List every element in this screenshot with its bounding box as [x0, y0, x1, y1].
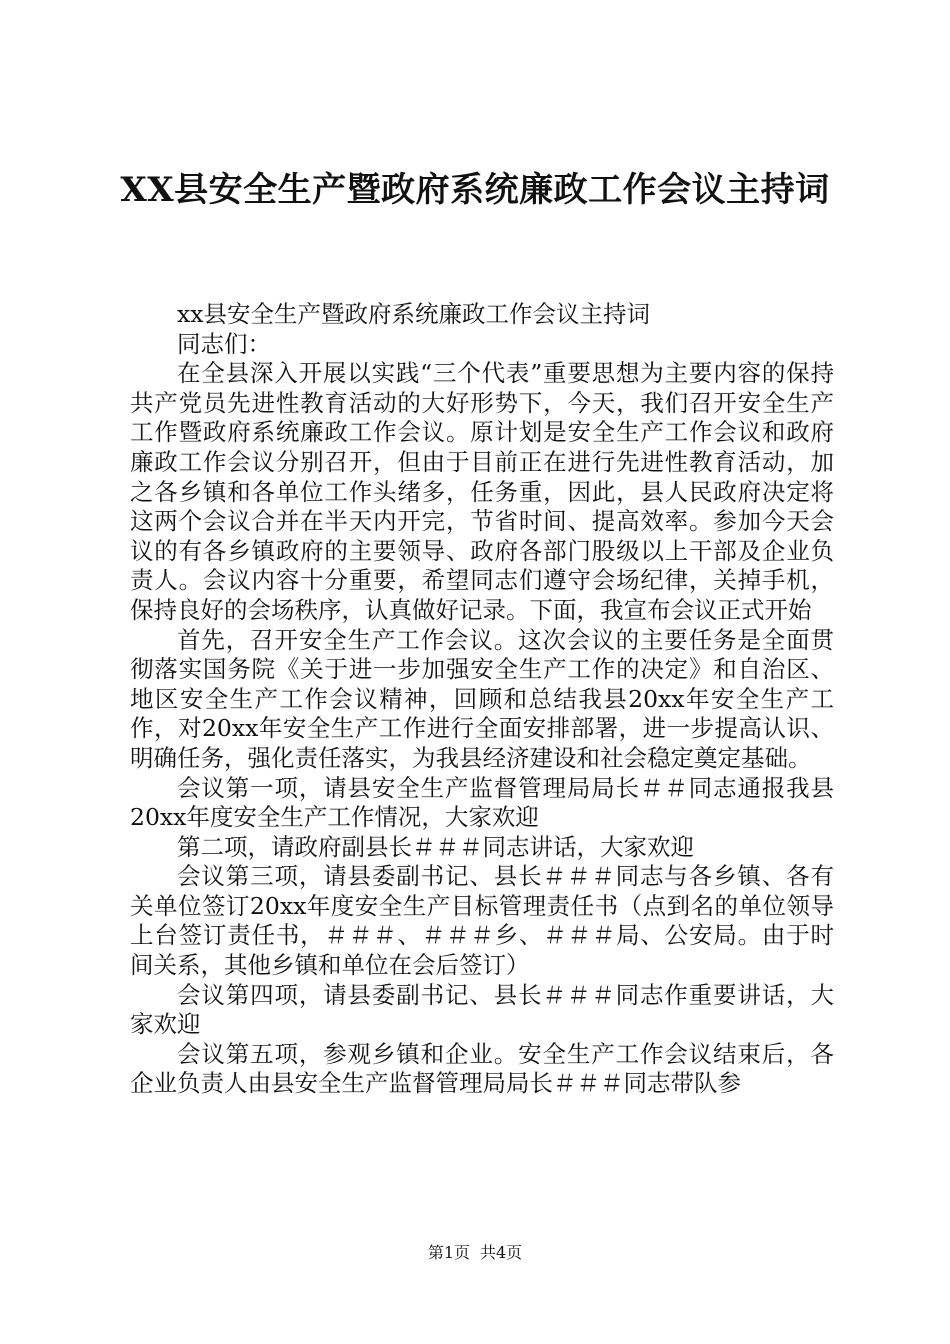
page-total: 共4页 — [480, 1243, 523, 1262]
document-subtitle: xx县安全生产暨政府系统廉政工作会议主持词 — [177, 300, 651, 328]
agenda-item-5: 会议第五项，参观乡镇和企业。安全生产工作会议结束后，各企业负责人由县安全生产监督管理局局长＃＃＃同志带队参 — [130, 1039, 834, 1098]
agenda-item-2: 第二项，请政府副县长＃＃＃同志讲话，大家欢迎 — [177, 832, 694, 861]
page-number: 第1页 — [427, 1243, 470, 1262]
document-body — [130, 300, 834, 1099]
paragraph-safety-meeting: 首先，召开安全生产工作会议。这次会议的主要任务是全面贯彻落实国务院《关于进一步加强安全生产工作的决定》和自治区、地区安全生产工作会议精神，回顾和总结我县20xx年安全生产工作，对20xx年安全生产工作进行全面安排部署，进一步提高认识、明确任务，强化责任落实，为我县经济建设和社会稳定奠定基础。 — [130, 625, 834, 772]
agenda-item-3: 会议第三项，请县委副书记、县长＃＃＃同志与各乡镇、各有关单位签订20xx年度安全生产目标管理责任书（点到名的单位领导上台签订责任书，＃＃＃、＃＃＃乡、＃＃＃局、公安局。由于时间关系，其他乡镇和单位在会后签订） — [130, 862, 834, 980]
page-footer — [0, 1243, 950, 1263]
salutation: 同志们： — [177, 329, 271, 358]
document-title: XX县安全生产暨政府系统廉政工作会议主持词 — [120, 170, 830, 210]
agenda-item-4: 会议第四项，请县委副书记、县长＃＃＃同志作重要讲话，大家欢迎 — [130, 980, 834, 1039]
paragraph-opening: 在全县深入开展以实践“三个代表”重要思想为主要内容的保持共产党员先进性教育活动的大好形势下，今天，我们召开安全生产工作暨政府系统廉政工作会议。原计划是安全生产工作会议和政府廉政工作会议分别召开，但由于目前正在进行先进性教育活动，加之各乡镇和各单位工作头绪多，任务重，因此，县人民政府决定将这两个会议合并在半天内开完，节省时间、提高效率。参加今天会议的有各乡镇政府的主要领导、政府各部门股级以上干部及企业负责人。会议内容十分重要，希望同志们遵守会场纪律，关掉手机，保持良好的会场秩序，认真做好记录。下面，我宣布会议正式开始 — [130, 359, 834, 624]
agenda-item-1: 会议第一项，请县安全生产监督管理局局长＃＃同志通报我县20xx年度安全生产工作情况，大家欢迎 — [130, 773, 834, 832]
